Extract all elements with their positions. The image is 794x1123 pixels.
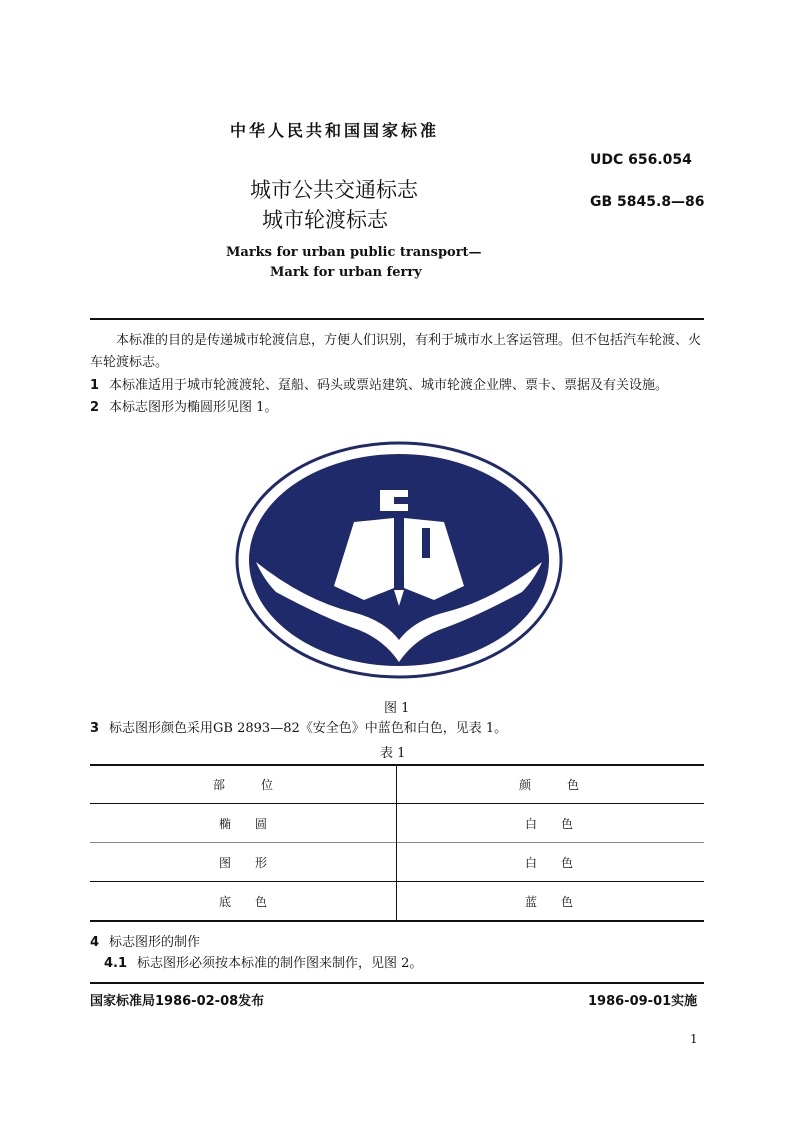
gb-code: GB 5845.8—86 [590, 194, 705, 210]
clause-4 [90, 932, 708, 954]
clause-1 [90, 375, 708, 397]
table-cell: 白 色 [524, 817, 573, 831]
page-number: 1 [690, 1032, 698, 1046]
table-caption: 表 1 [380, 746, 406, 761]
table-header-position: 部 位 [212, 778, 273, 792]
clause-2 [90, 397, 708, 419]
table-top-rule [90, 764, 704, 766]
table-row-rule [90, 881, 704, 882]
intro-paragraph: 本标准的目的是传递城市轮渡信息，方便人们识别，有利于城市水上客运管理。但不包括汽车轮渡、火车轮渡标志。 [90, 333, 702, 370]
clause-2-number: 2 [90, 400, 100, 415]
clause-3-number: 3 [90, 721, 100, 736]
clause-4-1 [104, 953, 708, 975]
table-cell: 底 色 [218, 895, 267, 909]
title-line-1: 城市公共交通标志 [250, 178, 418, 202]
clause-4-text: 标志图形的制作 [109, 935, 201, 950]
title-line-2: 城市轮渡标志 [262, 208, 388, 232]
clause-2-text: 本标志图形为椭圆形见图 1。 [109, 400, 278, 415]
effective-date: 1986-09-01实施 [588, 994, 698, 1009]
table-cell: 白 色 [524, 856, 573, 870]
clause-1-number: 1 [90, 378, 100, 393]
clause-4-1-number: 4.1 [104, 956, 128, 971]
footer-divider [90, 982, 704, 984]
urban-ferry-logo [234, 440, 564, 680]
table-bottom-rule [90, 920, 704, 922]
table-header-rule [90, 803, 704, 804]
table-cell: 椭 圆 [218, 817, 267, 831]
standard-type-header: 中华人民共和国国家标准 [230, 121, 440, 140]
header-divider [90, 318, 704, 320]
clause-1-text: 本标准适用于城市轮渡渡轮、趸船、码头或票站建筑、城市轮渡企业牌、票卡、票据及有关设施。 [109, 378, 669, 393]
english-title-line-1: Marks for urban public transport— [226, 245, 482, 260]
english-title-line-2: Mark for urban ferry [270, 265, 422, 280]
clause-4-number: 4 [90, 935, 100, 950]
clause-3 [90, 718, 708, 740]
figure-caption: 图 1 [384, 701, 410, 716]
logo-blue-field [249, 454, 549, 666]
clause-3-text: 标志图形颜色采用GB 2893—82《安全色》中蓝色和白色，见表 1。 [109, 721, 508, 736]
table-header-color: 颜 色 [518, 778, 579, 792]
logo-hull-window [422, 528, 430, 558]
table-cell: 蓝 色 [524, 895, 573, 909]
clause-4-1-text: 标志图形必须按本标准的制作图来制作，见图 2。 [137, 956, 423, 971]
udc-code: UDC 656.054 [590, 152, 692, 168]
table-row-rule [90, 842, 704, 843]
issued-date: 国家标准局1986-02-08发布 [90, 994, 265, 1009]
table-cell: 图 形 [218, 856, 267, 870]
